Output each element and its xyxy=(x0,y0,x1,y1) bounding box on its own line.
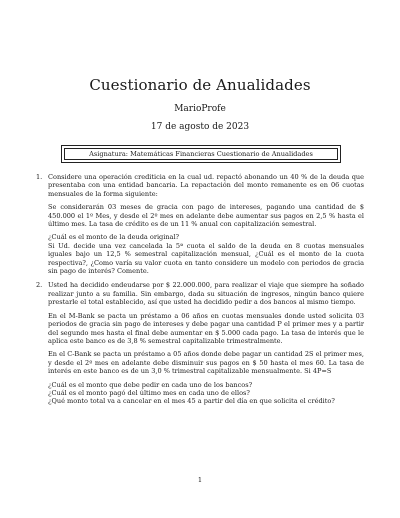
question-paragraph: Usted ha decidido endeudarse por $ 22.000.000, para realizar el viaje que siempre ha soñado realizar junto a su familia. Sin embargo, dada su situación de ingresos, ningún banco quiere prestarle el total establecido, así que usted ha decidido pedir a dos bancos al mismo tiempo. xyxy=(48,281,364,307)
question-paragraph: ¿Cuál es el monto que debe pedir en cada uno de los bancos? xyxy=(48,380,253,389)
document-date: 17 de agosto de 2023 xyxy=(150,122,250,132)
question-number: 1. xyxy=(36,173,43,181)
document-author: MarioProfe xyxy=(174,104,226,114)
question-list xyxy=(36,173,364,412)
subject-box-text: Asignatura: Matemáticas Financieras Cuestionario de Anualidades xyxy=(64,148,338,160)
question-paragraph: En el C-Bank se pacta un préstamo a 05 años donde debe pagar un cantidad 2S el primer mes, y desde el 2º mes en adelante debe disminuir sus pagos en $ 50 hasta el mes 60. La tasa de interés en este banco es de un 3,0 % trimestral capitalizable mensualmente. Si 4P=S xyxy=(48,350,364,376)
question-item xyxy=(36,173,364,275)
question-paragraph: ¿Cuál es el monto de la deuda original? xyxy=(48,233,180,242)
subject-box xyxy=(61,145,341,163)
question-item xyxy=(36,281,364,405)
question-number: 2. xyxy=(36,281,43,290)
question-paragraph: En el M-Bank se pacta un préstamo a 06 años en cuotas mensuales donde usted solicita 03 periodos de gracia sin pago de intereses y debe pagar una cantidad P el primer mes y a partir del segundo mes hasta el final debe aumentar en $ 5.000 cada pago. La tasa de interés que le aplica este banco es de 3,8 % semestral capitalizable trimestralmente. xyxy=(48,311,364,345)
page-number: 1 xyxy=(197,476,203,484)
question-paragraph: ¿Qué monto total va a cancelar en el mes 45 a partir del día en que solicita el crédito? xyxy=(48,397,335,406)
question-paragraph: Se considerarán 03 meses de gracia con pago de intereses, pagando una cantidad de $ 450.000 el 1º Mes, y desde el 2º mes en adelante debe aumentar sus pagos en 2,5 % hasta el último mes. La tasa de crédito es de un 11 % anual con capitalización semestral. xyxy=(48,203,364,229)
question-paragraph: Considere una operación crediticia en la cual ud. repactó abonando un 40 % de la deuda que presentaba con una entidad bancaria. La repactación del monto remanente es en 06 cuotas mensuales de la forma siguiente: xyxy=(48,173,364,198)
document-title: Cuestionario de Anualidades xyxy=(89,76,311,94)
question-paragraph: Si Ud. decide una vez cancelada la 5ª cuota el saldo de la deuda en 8 cuotas mensuales iguales bajo un 12,5 % semestral capitalización mensual, ¿Cuál es el monto de la cuota respectiva?, ¿Como varía su valor cuota en tanto considere un modelo con periodos de gracia sin pago de interés? Comente. xyxy=(48,241,364,276)
question-paragraph: ¿Cuál es el monto pagó del último mes en cada uno de ellos? xyxy=(48,388,250,397)
